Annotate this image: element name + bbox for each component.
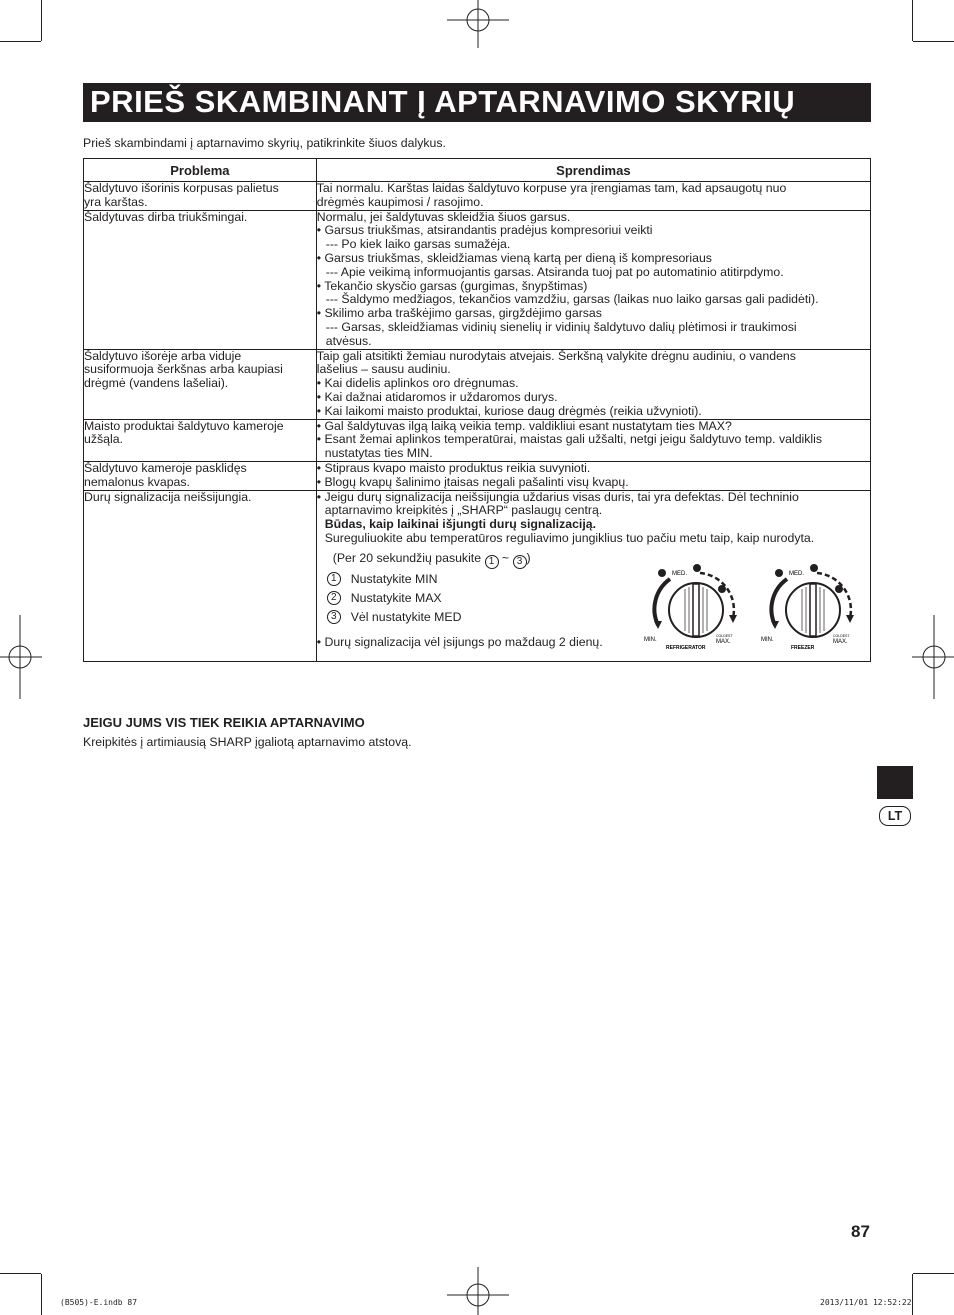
intro-text: Prieš skambindami į aptarnavimo skyrių, patikrinkite šiuos dalykus. bbox=[83, 136, 446, 150]
column-header-solution: Sprendimas bbox=[316, 159, 870, 182]
solution-cell bbox=[316, 182, 870, 211]
problem-cell bbox=[84, 490, 317, 661]
solution-bullet: • Kai didelis aplinkos oro drėgnumas. bbox=[316, 376, 519, 391]
step-text: Nustatykite MAX bbox=[350, 590, 442, 605]
section-text: Kreipkitės į artimiausią SHARP įgaliotą aptarnavimo atstovą. bbox=[83, 735, 412, 749]
alarm-disable-heading: Būdas, kaip laikinai išjungti durų signalizaciją. bbox=[324, 517, 597, 532]
problem-line: Šaldytuvo išorinis korpusas palietus bbox=[84, 181, 279, 195]
step-text: Nustatykite MIN bbox=[350, 571, 438, 586]
refrigerator-dial-illustration bbox=[640, 563, 750, 649]
dial-label-med: MED. bbox=[671, 570, 687, 577]
dial-label-min: MIN. bbox=[760, 636, 774, 643]
language-tab-block bbox=[877, 766, 913, 799]
problem-line: užšąla. bbox=[84, 432, 123, 447]
solution-subline: --- Apie veikimą informuojantis garsas. Atsiranda tuoj pat po automatinio atitirpdymo. bbox=[325, 264, 784, 279]
solution-bullet: • Jeigu durų signalizacija neišsijungia uždarius visas duris, tai yra defektas. Dėl techninio bbox=[316, 489, 799, 504]
solution-bullet: • Garsus triukšmas, skleidžiamas vieną kartą per dieną iš kompresoriaus bbox=[316, 250, 712, 265]
section-title: JEIGU JUMS VIS TIEK REIKIA APTARNAVIMO bbox=[83, 715, 365, 730]
problem-line: drėgmė (vandens lašeliai). bbox=[84, 376, 229, 391]
problem-cell bbox=[84, 349, 317, 419]
crop-mark bbox=[913, 41, 954, 42]
solution-subline: Sureguliuokite abu temperatūros reguliavimo jungiklius tuo pačiu metu taip, kaip nurodyta. bbox=[324, 530, 815, 545]
problem-line: Durų signalizacija neišsijungia. bbox=[84, 489, 252, 504]
problem-line: susiformuoja šerkšnas arba kaupiasi bbox=[84, 362, 283, 377]
registration-mark-left bbox=[0, 615, 42, 699]
crop-mark bbox=[913, 1273, 954, 1274]
table-row bbox=[84, 210, 871, 349]
problem-cell bbox=[84, 182, 317, 211]
dial-label-max: MAX. bbox=[715, 638, 731, 645]
print-footer-file: (B505)-E.indb 87 bbox=[60, 1298, 138, 1307]
problem-cell bbox=[84, 210, 317, 349]
crop-mark bbox=[41, 1274, 42, 1315]
solution-line: Tai normalu. Karštas laidas šaldytuvo korpuse yra įrengiamas tam, kad apsaugotų nuo bbox=[316, 181, 787, 195]
crop-mark bbox=[912, 0, 913, 41]
language-badge: LT bbox=[879, 806, 911, 826]
problem-line: Šaldytuvas dirba triukšmingai. bbox=[84, 209, 248, 224]
solution-subline: --- Šaldymo medžiagos, tekančios vamzdžiu, garsas (laikas nuo laiko garsas gali padidėti). bbox=[325, 292, 819, 307]
table-row bbox=[84, 490, 871, 661]
solution-subline: --- Po kiek laiko garsas sumažėja. bbox=[325, 237, 511, 252]
solution-line: Taip gali atsitikti žemiau nurodytais atvejais. Šerkšną valykite drėgnu audiniu, o vandens bbox=[316, 348, 796, 363]
step-number-icon: 1 bbox=[485, 555, 499, 569]
solution-cell bbox=[316, 210, 870, 349]
problem-cell bbox=[84, 419, 317, 461]
dial-instruction-tilde: ~ bbox=[501, 550, 510, 565]
dial-instruction-text: ) bbox=[526, 550, 531, 565]
registration-mark-right bbox=[912, 615, 954, 699]
solution-bullet: • Tekančio skysčio garsas (gurgimas, šnypštimas) bbox=[316, 278, 588, 293]
dial-instruction-text: (Per 20 sekundžių pasukite bbox=[332, 550, 482, 565]
table-row bbox=[84, 419, 871, 461]
page-number: 87 bbox=[851, 1222, 870, 1241]
dial-label-coldest: COLDEST bbox=[832, 633, 850, 638]
table-row bbox=[84, 461, 871, 490]
step-number-icon: 2 bbox=[327, 591, 341, 605]
problem-line: Maisto produktai šaldytuvo kameroje bbox=[84, 418, 284, 433]
column-header-problem: Problema bbox=[84, 159, 317, 182]
solution-cell bbox=[316, 419, 870, 461]
solution-line: lašelius – sausu audiniu. bbox=[316, 362, 451, 377]
crop-mark bbox=[0, 41, 41, 42]
step-number-icon: 1 bbox=[327, 572, 341, 586]
page-title: PRIEŠ SKAMBINANT Į APTARNAVIMO SKYRIŲ bbox=[90, 84, 796, 119]
solution-subline: aptarnavimo kreipkitės į „SHARP“ paslaugų centrą. bbox=[324, 503, 603, 518]
step-text: Vėl nustatykite MED bbox=[350, 609, 462, 624]
solution-bullet: • Garsus triukšmas, atsirandantis pradėjus kompresoriui veikti bbox=[316, 223, 653, 238]
solution-bullet: • Skilimo arba traškėjimo garsas, girgždėjimo garsas bbox=[316, 306, 602, 321]
problem-cell bbox=[84, 461, 317, 490]
solution-subline: atvėsus. bbox=[325, 333, 372, 348]
problem-line: nemalonus kvapas. bbox=[84, 474, 190, 489]
dial-caption: REFRIGERATOR bbox=[665, 644, 706, 649]
solution-bullet: • Kai dažnai atidaromos ir uždaromos durys. bbox=[316, 389, 558, 404]
dial-label-med: MED. bbox=[788, 570, 804, 577]
crop-mark bbox=[912, 1274, 913, 1315]
registration-mark-bottom bbox=[447, 1267, 509, 1315]
registration-mark-top bbox=[447, 0, 509, 48]
solution-bullet: • Kai laikomi maisto produktai, kuriose daug drėgmės (reikia užvynioti). bbox=[316, 403, 702, 418]
dial-label-min: MIN. bbox=[643, 636, 657, 643]
solution-line: drėgmės kaupimosi / rasojimo. bbox=[316, 194, 484, 209]
problem-line: yra karštas. bbox=[84, 194, 148, 209]
solution-bullet: • Stipraus kvapo maisto produktus reikia suvynioti. bbox=[316, 460, 591, 475]
problem-line: Šaldytuvo išorėje arba viduje bbox=[84, 348, 242, 363]
solution-bullet: • Esant žemai aplinkos temperatūrai, maistas gali užšalti, netgi jeigu šaldytuvo temp. valdiklis bbox=[316, 432, 823, 447]
crop-mark bbox=[41, 0, 42, 41]
solution-subline: nustatytas ties MIN. bbox=[324, 446, 433, 461]
table-header-row bbox=[84, 159, 871, 182]
solution-bullet: • Gal šaldytuvas ilgą laiką veikia temp. valdikliui esant nustatytam ties MAX? bbox=[316, 418, 732, 433]
problem-line: Šaldytuvo kameroje pasklidęs bbox=[84, 460, 247, 475]
step-number-icon: 3 bbox=[327, 610, 341, 624]
freezer-dial-illustration bbox=[757, 563, 867, 649]
table-row bbox=[84, 349, 871, 419]
solution-cell bbox=[316, 349, 870, 419]
solution-cell bbox=[316, 490, 870, 661]
solution-bullet: • Durų signalizacija vėl įsijungs po maždaug 2 dienų. bbox=[316, 634, 603, 649]
dial-label-max: MAX. bbox=[832, 638, 848, 645]
troubleshooting-table bbox=[83, 158, 871, 662]
dial-label-coldest: COLDEST bbox=[715, 633, 733, 638]
page-title-bar bbox=[83, 83, 871, 122]
dial-caption: FREEZER bbox=[790, 644, 815, 649]
crop-mark bbox=[0, 1273, 41, 1274]
print-footer-timestamp: 2013/11/01 12:52:22 bbox=[820, 1298, 912, 1307]
solution-line: Normalu, jei šaldytuvas skleidžia šiuos garsus. bbox=[316, 209, 571, 224]
table-row bbox=[84, 182, 871, 211]
solution-bullet: • Blogų kvapų šalinimo įtaisas negali pašalinti visų kvapų. bbox=[316, 474, 629, 489]
solution-cell bbox=[316, 461, 870, 490]
step-number-icon: 3 bbox=[513, 555, 527, 569]
solution-subline: --- Garsas, skleidžiamas vidinių sienelių ir vidinių šaldytuvo dalių plėtimosi ir traukimosi bbox=[325, 319, 797, 334]
